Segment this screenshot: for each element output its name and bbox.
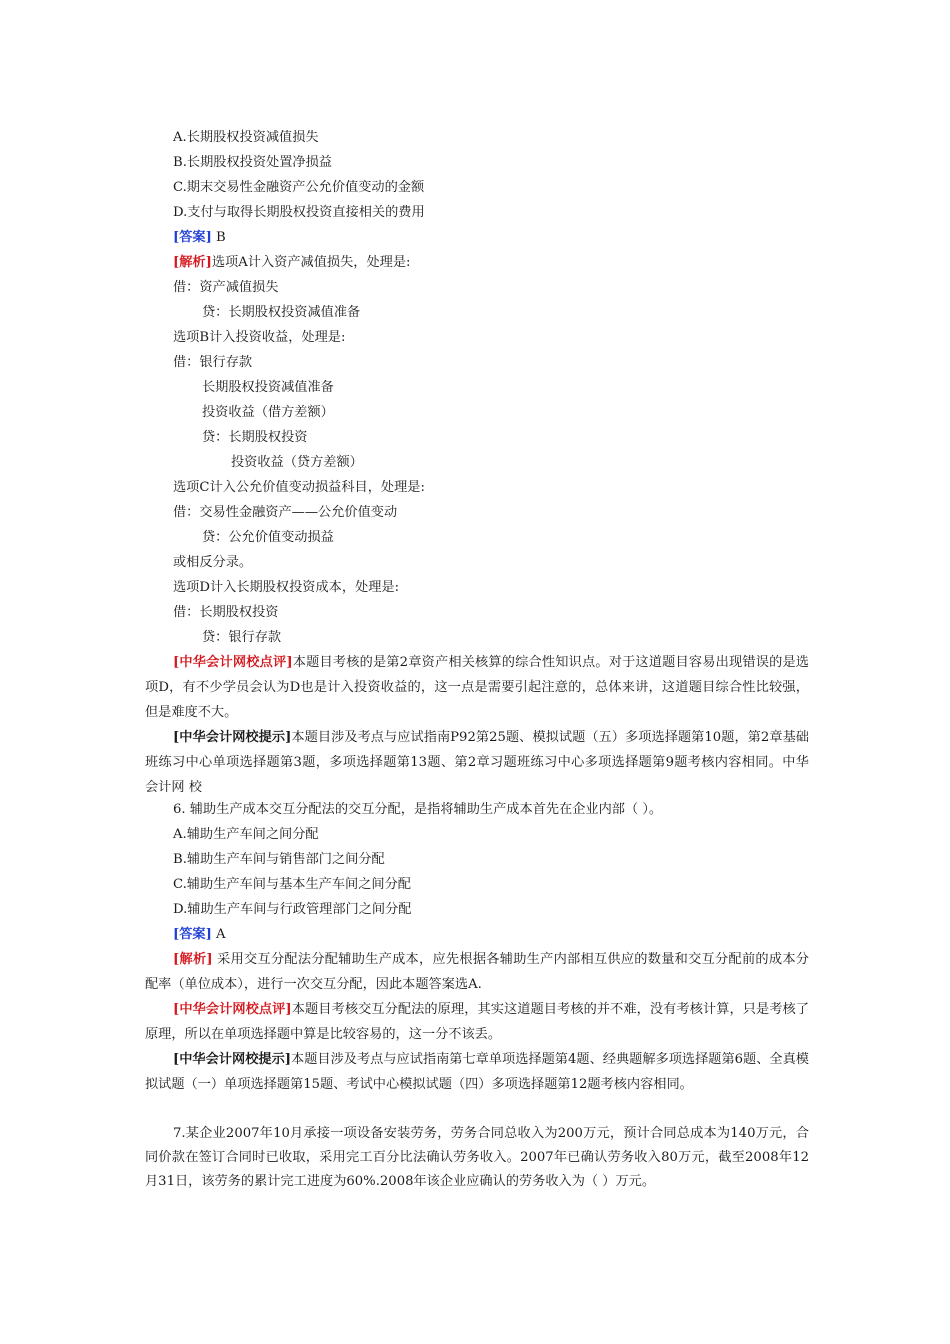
analysis-text: 选项A计入资产减值损失，处理是: bbox=[211, 255, 411, 270]
q7-stem: 7.某企业2007年10月承接一项设备安装劳务，劳务合同总收入为200万元，预计合同总成本为140万元，合同价款在签订合同时已收取，采用完工百分比法确认劳务收入。2007年已确认劳务收入80万元，截至2008年12月31日，该劳务的累计完工进度为60%.2008年该企业应确认的劳务收入为（ ）万元。 bbox=[145, 1126, 809, 1189]
q5-analysis-line bbox=[173, 250, 410, 275]
answer-value: A bbox=[211, 927, 226, 942]
q5-option-b: B.长期股权投资处置净损益 bbox=[173, 155, 332, 170]
analysis-text: 选项D计入长期股权投资成本，处理是: bbox=[173, 580, 400, 595]
answer-tag: [答案] bbox=[173, 230, 212, 245]
review-text: 本题目考核的是第2章资产相关核算的综合性知识点。对于这道题目容易出现错误的是选项D，有不少学员会认为D也是计入投资收益的，这一点是需要引起注意的，总体来讲，这道题目综合性比较强，但是难度不大。 bbox=[145, 655, 809, 720]
analysis-tag: [解析] bbox=[173, 255, 212, 270]
journal-entry-line: 长期股权投资减值准备 bbox=[202, 380, 334, 395]
q6-answer-line bbox=[173, 922, 226, 947]
q5-review bbox=[145, 650, 809, 725]
q6-stem: 6. 辅助生产成本交互分配法的交互分配，是指将辅助生产成本首先在企业内部（ ）。 bbox=[173, 802, 663, 817]
answer-value: B bbox=[211, 230, 226, 245]
analysis-text: 选项B计入投资收益，处理是: bbox=[173, 330, 346, 345]
tip-text: 本题目涉及考点与应试指南P92第25题、模拟试题（五）多项选择题第10题，第2章基础班练习中心单项选择题第3题，多项选择题第13题、第2章习题班练习中心多项选择题第9题考核内容相同。中华 会计网 校 bbox=[145, 730, 809, 795]
journal-entry-line: 贷：公允价值变动损益 bbox=[202, 530, 334, 545]
q6-option-c: C.辅助生产车间与基本生产车间之间分配 bbox=[173, 877, 411, 892]
journal-entry-line: 借：交易性金融资产——公允价值变动 bbox=[173, 505, 398, 520]
q6-option-a: A.辅助生产车间之间分配 bbox=[173, 827, 319, 842]
tip-tag: [中华会计网校提示] bbox=[173, 730, 292, 745]
q6-analysis bbox=[145, 947, 809, 997]
tip-text: 本题目涉及考点与应试指南第七章单项选择题第4题、经典题解多项选择题第6题、全真模拟试题（一）单项选择题第15题、考试中心模拟试题（四）多项选择题第12题考核内容相同。 bbox=[145, 1052, 809, 1092]
journal-entry-line: 投资收益（借方差额） bbox=[202, 405, 334, 420]
journal-entry-line: 借：银行存款 bbox=[173, 355, 253, 370]
journal-entry-line: 贷：长期股权投资减值准备 bbox=[202, 305, 361, 320]
q5-tip bbox=[145, 725, 809, 800]
analysis-text: 采用交互分配法分配辅助生产成本，应先根据各辅助生产内部相互供应的数量和交互分配前的成本分配率（单位成本），进行一次交互分配，因此本题答案选A. bbox=[145, 952, 809, 992]
q6-option-d: D.辅助生产车间与行政管理部门之间分配 bbox=[173, 902, 412, 917]
review-tag: [中华会计网校点评] bbox=[173, 655, 293, 670]
analysis-tag: [解析] bbox=[173, 952, 213, 967]
journal-entry-line: 投资收益（贷方差额） bbox=[231, 455, 363, 470]
tip-tag: [中华会计网校提示] bbox=[173, 1052, 291, 1067]
q6-review bbox=[145, 997, 809, 1047]
analysis-text: 或相反分录。 bbox=[173, 555, 253, 570]
journal-entry-line: 借：长期股权投资 bbox=[173, 605, 279, 620]
q6-option-b: B.辅助生产车间与销售部门之间分配 bbox=[173, 852, 385, 867]
journal-entry-line: 贷：银行存款 bbox=[202, 630, 282, 645]
review-text: 本题目考核交互分配法的原理，其实这道题目考核的并不难，没有考核计算，只是考核了原理，所以在单项选择题中算是比较容易的，这一分不该丢。 bbox=[145, 1002, 810, 1042]
journal-entry-line: 贷：长期股权投资 bbox=[202, 430, 308, 445]
q5-answer-line bbox=[173, 225, 226, 250]
q5-option-d: D.支付与取得长期股权投资直接相关的费用 bbox=[173, 205, 425, 220]
q5-option-c: C.期末交易性金融资产公允价值变动的金额 bbox=[173, 180, 425, 195]
q5-option-a: A.长期股权投资减值损失 bbox=[173, 130, 319, 145]
analysis-text: 选项C计入公允价值变动损益科目，处理是: bbox=[173, 480, 425, 495]
journal-entry-line: 借：资产减值损失 bbox=[173, 280, 279, 295]
q6-tip bbox=[145, 1047, 809, 1097]
review-tag: [中华会计网校点评] bbox=[173, 1002, 292, 1017]
answer-tag: [答案] bbox=[173, 927, 212, 942]
